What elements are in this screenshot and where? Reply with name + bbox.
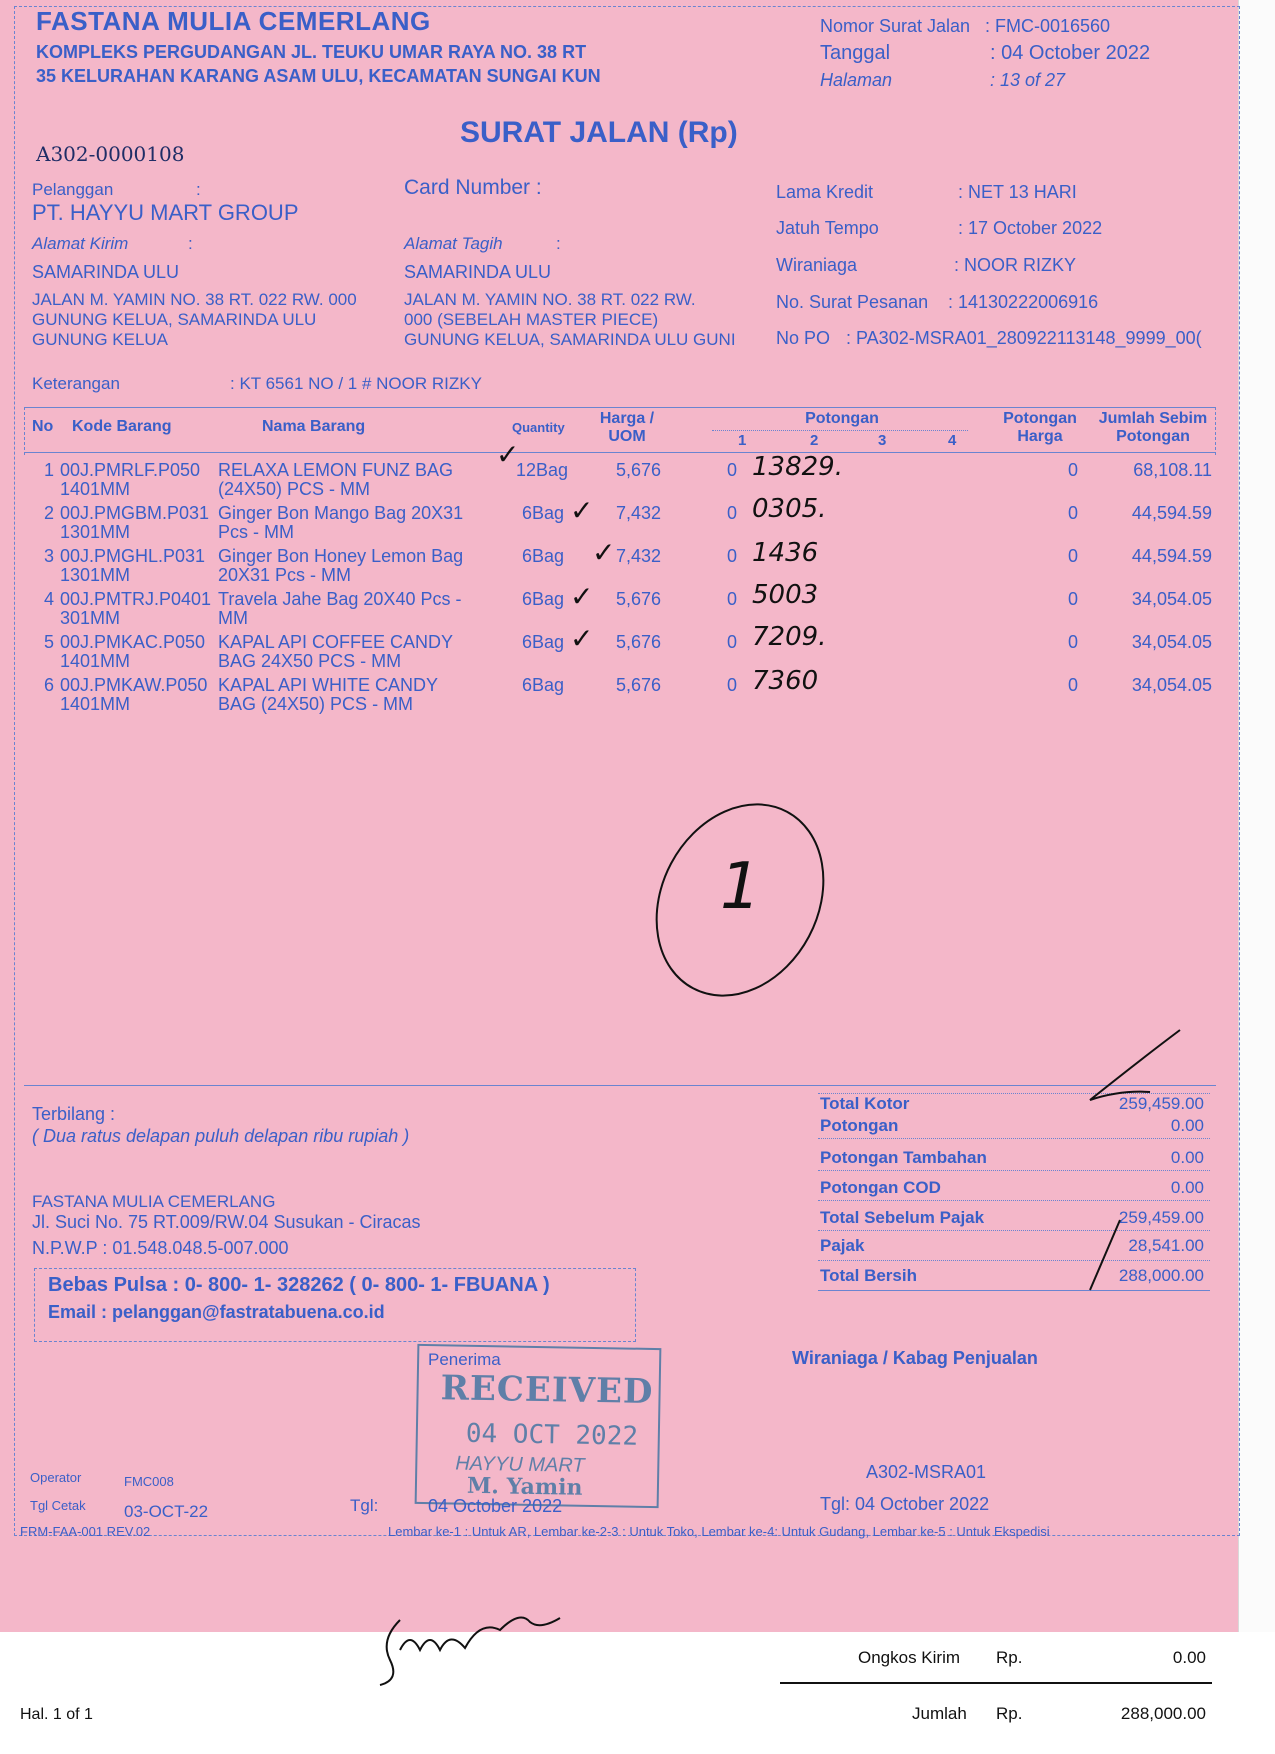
tgl-cetak-value: 03-OCT-22 <box>124 1502 209 1521</box>
table-row-kode2: 1401MM <box>60 694 131 714</box>
table-row-pot-harga: 0 <box>1067 675 1078 695</box>
lembar-note: Lembar ke-1 : Untuk AR, Lembar ke-2-3 : Untuk Toko, Lembar ke-4: Untuk Gudang, Lembar ke-5 : Untuk Ekspedisi <box>388 1524 1050 1539</box>
alamat-kirim-label: Alamat Kirim <box>32 234 129 253</box>
wiraniaga-value: : NOOR RIZKY <box>954 255 1077 275</box>
header-pot1: 1 <box>738 432 747 449</box>
table-row-harga: 5,676 <box>616 589 662 609</box>
halaman-value: : 13 of 27 <box>990 70 1066 90</box>
handwritten-note: 7360 <box>752 666 819 696</box>
terbilang-label: Terbilang : <box>32 1104 116 1124</box>
bebas-pulsa: Bebas Pulsa : 0- 800- 1- 328262 ( 0- 800- 1- FBUANA ) <box>48 1274 550 1296</box>
penerima-label: Penerima <box>428 1350 501 1369</box>
table-row-harga: 5,676 <box>616 460 662 480</box>
table-row-kode: 00J.PMTRJ.P0401 <box>60 589 212 609</box>
table-row-pot: 0 <box>727 632 738 652</box>
table-row-jumlah: 44,594.59 <box>1131 503 1212 523</box>
table-row-no: 6 <box>44 675 55 695</box>
alamat-kirim-colon: : <box>188 234 193 253</box>
table-row-no: 1 <box>44 460 55 480</box>
pelanggan-value: PT. HAYYU MART GROUP <box>32 200 299 225</box>
branch-code: A302-MSRA01 <box>866 1462 987 1482</box>
nomor-label: Nomor Surat Jalan <box>820 16 971 36</box>
stamp-received: RECEIVED <box>440 1368 654 1413</box>
total-label: Total Sebelum Pajak <box>820 1208 985 1227</box>
document-code: A302-0000108 <box>36 142 185 166</box>
keterangan-label: Keterangan <box>32 374 120 393</box>
stamp-name: M. Yamin <box>466 1472 583 1501</box>
handwritten-signature <box>370 1600 570 1690</box>
no-pesanan-label: No. Surat Pesanan <box>776 292 929 312</box>
document-title: SURAT JALAN (Rp) <box>460 116 738 149</box>
footer-company-name: FASTANA MULIA CEMERLANG <box>32 1192 276 1211</box>
handwritten-note: 1436 <box>752 538 819 568</box>
summary-rule <box>780 1682 1212 1684</box>
table-row-harga: 5,676 <box>616 632 662 652</box>
received-stamp <box>415 1344 662 1508</box>
table-row-nama: KAPAL API COFFEE CANDY <box>218 632 454 652</box>
company-address-line1: KOMPLEKS PERGUDANGAN JL. TEUKU UMAR RAYA NO. 38 RT <box>36 42 587 62</box>
table-row-kode2: 1301MM <box>60 522 131 542</box>
no-pesanan-value: : 14130222006916 <box>948 292 1099 312</box>
handwritten-note: 5003 <box>752 580 819 610</box>
header-potongan-harga-line2: Harga <box>1017 428 1063 445</box>
alamat-tagih-colon: : <box>556 234 561 253</box>
nomor-value: : FMC-0016560 <box>985 16 1111 36</box>
underlying-sheet-edge <box>1238 0 1275 1632</box>
alamat-tagih-line2: 000 (SEBELAH MASTER PIECE) <box>404 310 659 329</box>
header-potongan: Potongan <box>805 410 879 427</box>
header-pot3: 3 <box>878 432 887 449</box>
company-name: FASTANA MULIA CEMERLANG <box>36 6 431 36</box>
handwritten-note: 13829. <box>752 452 843 482</box>
table-row-pot: 0 <box>727 503 738 523</box>
footer-npwp: N.P.W.P : 01.548.048.5-007.000 <box>32 1238 289 1258</box>
table-row-nama: Ginger Bon Mango Bag 20X31 <box>218 503 464 523</box>
header-harga-line2: UOM <box>608 428 646 445</box>
header-no: No <box>32 418 54 435</box>
handwritten-note: 0305. <box>752 494 827 524</box>
total-value: 288,000.00 <box>1118 1266 1204 1285</box>
stamp-handwritten: HAYYU MART <box>455 1452 585 1477</box>
table-row-kode2: 1401MM <box>60 651 131 671</box>
table-row-no: 3 <box>44 546 55 566</box>
table-row-nama2: BAG (24X50) PCS - MM <box>218 694 414 714</box>
alamat-kirim-city: SAMARINDA ULU <box>32 262 180 282</box>
ongkos-value: 0.00 <box>1172 1648 1206 1667</box>
terbilang-value: ( Dua ratus delapan puluh delapan ribu rupiah ) <box>32 1126 410 1146</box>
table-row-qty: 6Bag <box>522 503 565 523</box>
card-number-label: Card Number : <box>404 176 542 199</box>
table-row-no: 2 <box>44 503 55 523</box>
alamat-kirim-line1: JALAN M. YAMIN NO. 38 RT. 022 RW. 000 <box>32 290 357 309</box>
alamat-kirim-line2: GUNUNG KELUA, SAMARINDA ULU <box>32 310 317 329</box>
header-potongan-harga-line1: Potongan <box>1003 410 1077 427</box>
table-row-kode: 00J.PMKAC.P050 <box>60 632 206 652</box>
lama-kredit-value: : NET 13 HARI <box>958 182 1077 202</box>
tgl-cetak-label: Tgl Cetak <box>30 1498 86 1513</box>
table-row-kode: 00J.PMRLF.P050 <box>60 460 201 480</box>
wiraniaga-signature-label: Wiraniaga / Kabag Penjualan <box>792 1348 1038 1368</box>
footer-company-address: Jl. Suci No. 75 RT.009/RW.04 Susukan - Ciracas <box>32 1212 421 1232</box>
alamat-tagih-line3: GUNUNG KELUA, SAMARINDA ULU GUNI <box>404 330 736 349</box>
operator-label: Operator <box>30 1470 82 1485</box>
table-row-kode2: 1401MM <box>60 479 131 499</box>
jatuh-tempo-value: : 17 October 2022 <box>958 218 1103 238</box>
tanggal-label: Tanggal <box>820 42 891 64</box>
table-row-kode2: 1301MM <box>60 565 131 585</box>
header-qty: Quantity <box>512 420 565 435</box>
ongkos-rp: Rp. <box>996 1648 1023 1667</box>
table-row-jumlah: 34,054.05 <box>1131 675 1212 695</box>
table-row-pot-harga: 0 <box>1067 632 1078 652</box>
potongan-sub-rule <box>712 430 968 431</box>
table-row-harga: 7,432 <box>616 503 662 523</box>
total-value: 28,541.00 <box>1128 1236 1204 1255</box>
total-value: 259,459.00 <box>1118 1094 1204 1113</box>
jumlah-label: Jumlah <box>912 1704 967 1723</box>
check-icon: ✓ <box>570 622 594 655</box>
alamat-tagih-city: SAMARINDA ULU <box>404 262 552 282</box>
handwritten-note: 7209. <box>752 622 827 652</box>
table-row-jumlah: 34,054.05 <box>1131 589 1212 609</box>
table-row-pot: 0 <box>727 460 738 480</box>
pelanggan-colon: : <box>196 180 201 199</box>
no-po-label: No PO <box>776 328 831 348</box>
contact-email: Email : pelanggan@fastratabuena.co.id <box>48 1302 385 1322</box>
header-jumlah-line2: Potongan <box>1116 428 1190 445</box>
table-row-nama: RELAXA LEMON FUNZ BAG <box>218 460 454 480</box>
header-kode: Kode Barang <box>72 418 172 435</box>
total-label: Total Kotor <box>820 1094 910 1113</box>
check-icon: ✓ <box>592 536 616 569</box>
table-row-qty: 6Bag <box>522 546 565 566</box>
table-row-pot: 0 <box>727 675 738 695</box>
table-row-pot: 0 <box>727 589 738 609</box>
table-row-harga: 5,676 <box>616 675 662 695</box>
table-row-kode: 00J.PMKAW.P050 <box>60 675 208 695</box>
no-po-value: : PA302-MSRA01_280922113148_9999_00( <box>846 328 1202 348</box>
table-row-nama: KAPAL API WHITE CANDY <box>218 675 439 695</box>
check-icon: ✓ <box>570 580 594 613</box>
operator-value: FMC008 <box>124 1474 174 1489</box>
footer-top-rule <box>24 1085 1216 1086</box>
table-row-pot-harga: 0 <box>1067 589 1078 609</box>
header-jumlah-line1: Jumlah Sebim <box>1098 410 1208 427</box>
table-row-jumlah: 68,108.11 <box>1133 460 1212 480</box>
total-value: 0.00 <box>1170 1178 1204 1197</box>
form-code: FRM-FAA-001 REV.02 <box>20 1524 151 1539</box>
table-row-pot-harga: 0 <box>1067 460 1078 480</box>
keterangan-value: : KT 6561 NO / 1 # NOOR RIZKY <box>230 374 482 393</box>
table-row-nama: Ginger Bon Honey Lemon Bag <box>218 546 464 566</box>
table-row-nama2: MM <box>218 608 248 628</box>
jumlah-rp: Rp. <box>996 1704 1023 1723</box>
alamat-tagih-line1: JALAN M. YAMIN NO. 38 RT. 022 RW. <box>404 290 696 309</box>
wiraniaga-label: Wiraniaga <box>776 255 858 275</box>
total-label: Potongan COD <box>820 1178 941 1197</box>
table-header-bottom-rule <box>24 452 1216 453</box>
table-row-no: 5 <box>44 632 55 652</box>
check-icon: ✓ <box>570 494 594 527</box>
jatuh-tempo-label: Jatuh Tempo <box>776 218 879 238</box>
total-label: Pajak <box>820 1236 865 1255</box>
tgl-value: 04 October 2022 <box>428 1496 563 1516</box>
total-value: 0.00 <box>1170 1116 1204 1135</box>
circled-number: 1 <box>720 850 761 924</box>
table-row-nama2: (24X50) PCS - MM <box>218 479 371 499</box>
total-value: 0.00 <box>1170 1148 1204 1167</box>
header-pot4: 4 <box>948 432 957 449</box>
tgl-label: Tgl: <box>350 1496 379 1515</box>
company-address-line2: 35 KELURAHAN KARANG ASAM ULU, KECAMATAN SUNGAI KUN <box>36 66 601 86</box>
table-row-nama2: Pcs - MM <box>218 522 294 542</box>
table-row-kode: 00J.PMGHL.P031 <box>60 546 206 566</box>
table-row-no: 4 <box>44 589 55 609</box>
total-label: Potongan <box>820 1116 899 1135</box>
table-row-qty: 6Bag <box>522 589 565 609</box>
header-pot2: 2 <box>810 432 819 449</box>
total-label: Total Bersih <box>820 1266 917 1285</box>
table-left-rule <box>24 407 25 455</box>
header-harga-line1: Harga / <box>599 410 655 427</box>
table-row-pot: 0 <box>727 546 738 566</box>
page-count: Hal. 1 of 1 <box>20 1706 93 1723</box>
lama-kredit-label: Lama Kredit <box>776 182 874 202</box>
table-row-kode: 00J.PMGBM.P031 <box>60 503 210 523</box>
pen-strokes <box>1080 1020 1240 1300</box>
table-header-top-rule <box>24 407 1216 408</box>
table-row-qty: 12Bag <box>516 460 569 480</box>
table-row-jumlah: 44,594.59 <box>1131 546 1212 566</box>
table-right-rule <box>1215 407 1216 455</box>
table-row-nama: Travela Jahe Bag 20X40 Pcs - <box>218 589 462 609</box>
tanggal-value: : 04 October 2022 <box>990 42 1151 64</box>
pelanggan-label: Pelanggan <box>32 180 114 199</box>
halaman-label: Halaman <box>820 70 893 90</box>
table-row-harga: 7,432 <box>616 546 662 566</box>
table-row-pot-harga: 0 <box>1067 546 1078 566</box>
alamat-tagih-label: Alamat Tagih <box>404 234 503 253</box>
jumlah-value: 288,000.00 <box>1120 1704 1206 1723</box>
table-row-qty: 6Bag <box>522 675 565 695</box>
header-nama: Nama Barang <box>262 418 366 435</box>
check-icon: ✓ <box>496 438 520 471</box>
table-row-jumlah: 34,054.05 <box>1131 632 1212 652</box>
table-row-qty: 6Bag <box>522 632 565 652</box>
total-label: Potongan Tambahan <box>820 1148 987 1167</box>
total-value: 259,459.00 <box>1118 1208 1204 1227</box>
stamp-date: 04 OCT 2022 <box>465 1418 639 1452</box>
ongkos-label: Ongkos Kirim <box>858 1648 961 1667</box>
table-row-kode2: 301MM <box>60 608 121 628</box>
alamat-kirim-line3: GUNUNG KELUA <box>32 330 169 349</box>
table-row-nama2: 20X31 Pcs - MM <box>218 565 352 585</box>
table-row-nama2: BAG 24X50 PCS - MM <box>218 651 402 671</box>
table-row-pot-harga: 0 <box>1067 503 1078 523</box>
tgl-right: Tgl: 04 October 2022 <box>820 1494 990 1514</box>
